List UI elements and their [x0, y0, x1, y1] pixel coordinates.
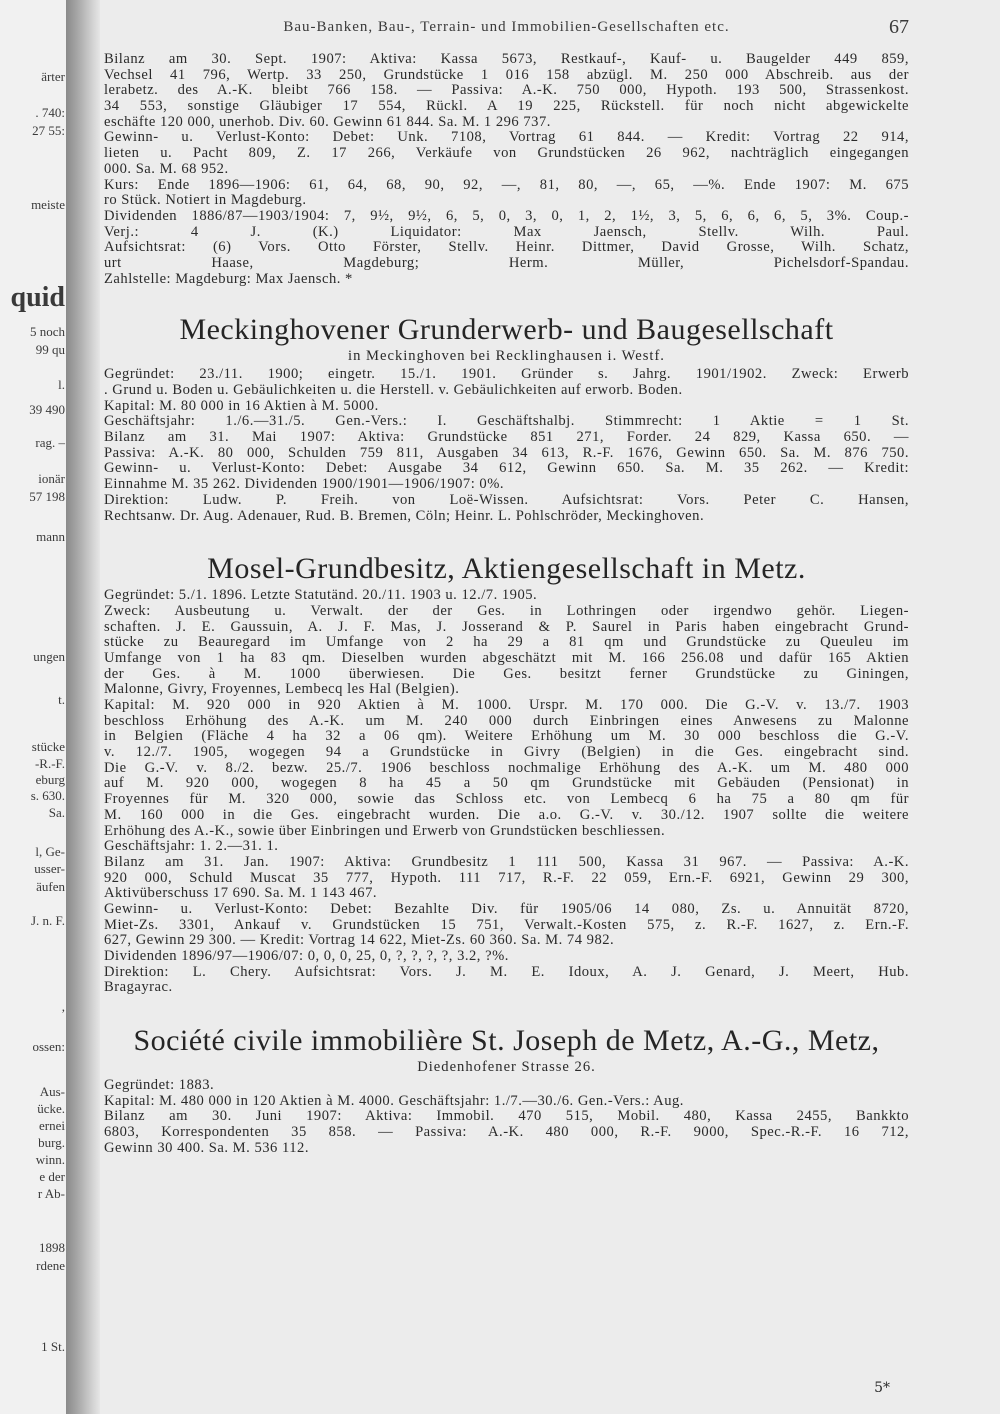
margin-fragment: meiste — [31, 197, 65, 212]
margin-fragment: s. 630. — [30, 788, 65, 803]
text-line: Gewinn- u. Verlust-Konto: Debet: Ausgabe 34 612, Gewinn 650. Sa. M. 35 262. — Kredit: — [104, 461, 909, 477]
text-line: Die G.-V. v. 8./2. bezw. 25./7. 1906 beschloss nochmalige Erhöhung des A.-K. um M. 480 000 — [104, 760, 909, 776]
text-line: Aktivüberschuss 17 690. Sa. M. 1 143 467. — [104, 886, 378, 902]
section-2-text — [104, 367, 909, 524]
text-line: Direktion: L. Chery. Aufsichtsrat: Vors. J. M. E. Idoux, A. J. Genard, J. Meert, Hub. — [104, 964, 909, 980]
text-line: Umfange von 1 ha 83 qm. Dieselben wurden abgeschätzt mit M. 166 256.08 und dafür 165 Aktien — [104, 650, 909, 666]
text-line: 6803, Korrespondenten 35 858. — Passiva: A.-K. 480 000, R.-F. 9000, Spec.-R.-F. 16 712, — [104, 1125, 909, 1141]
text-line: beschloss Erhöhung des A.-K. um M. 240 000 durch Einbringen eines Anwesens zu Malonne — [104, 713, 909, 729]
company-address: Diedenhofener Strasse 26. — [417, 1059, 596, 1076]
margin-fragment: 1 St. — [41, 1339, 65, 1354]
text-line: Verj.: 4 J. (K.) Liquidator: Max Jaensch, Stellv. Wilh. Paul. — [104, 224, 909, 240]
text-line: 920 000, Schuld Muscat 35 777, Hypoth. 111 717, R.-F. 22 059, Ern.-F. 6921, Gewinn 29 300, — [104, 870, 909, 886]
margin-fragment: Aus- — [39, 1084, 65, 1099]
text-line: Passiva: A.-K. 80 000, Schulden 759 811, Ausgaben 34 613, R.-F. 1676, Gewinn 650. Sa. M. 876 750. — [104, 445, 909, 461]
margin-fragment: Sa. — [48, 805, 65, 820]
text-line: Bilanz am 31. Mai 1907: Aktiva: Grundstücke 851 271, Forder. 24 829, Kassa 650. — — [104, 430, 909, 446]
margin-fragment: winn. — [35, 1152, 65, 1167]
text-line: Gewinn 30 400. Sa. M. 536 112. — [104, 1140, 309, 1156]
text-line: Dividenden 1896/97—1906/07: 0, 0, 0, 25, 0, ?, ?, ?, ?, 3.2, ?%. — [104, 949, 509, 964]
text-line: Geschäftsjahr: 1. 2.—31. 1. — [104, 839, 279, 855]
margin-fragment: 99 qu — [35, 342, 65, 357]
left-margin-adjacent-page — [0, 0, 68, 1414]
text-line: Dividenden 1886/87—1903/1904: 7, 9½, 9½, 6, 5, 0, 3, 0, 1, 2, 1½, 3, 5, 6, 6, 6, 5, 3%. Coup.- — [104, 208, 909, 224]
text-line: Kapital: M. 920 000 in 920 Aktien à M. 1000. Urspr. M. 170 000. Die G.-V. v. 13./7. 1903 — [104, 698, 909, 713]
margin-fragment: l. — [58, 377, 65, 392]
text-line: Kapital: M. 80 000 in 16 Aktien à M. 5000. — [104, 398, 379, 414]
company-title: Société civile immobilière St. Joseph de Metz, A.-G., Metz, — [133, 1024, 880, 1058]
text-line: Gewinn- u. Verlust-Konto: Debet: Bezahlte Div. für 1905/06 14 080, Zs. u. Annuität 8720, — [104, 901, 909, 917]
text-line: Bilanz am 31. Jan. 1907: Aktiva: Grundbesitz 1 111 500, Kassa 31 967. — Passiva: A.-K. — [104, 854, 909, 870]
text-line: in Belgien (Fläche 4 ha 32 a 06 qm). Weitere Erhöhung um M. 30 000 beschloss die G.-V. — [104, 729, 909, 745]
text-line: Erhöhung des A.-K., sowie über Einbringen und Erwerb von Grundstücken beschliessen. — [104, 823, 666, 839]
margin-fragment: r Ab- — [37, 1186, 65, 1201]
margin-fragment: l, Ge- — [35, 844, 65, 859]
margin-fragment: burg. — [38, 1135, 65, 1150]
page-number: 67 — [889, 16, 909, 38]
text-line: eschäfte 120 000, unerhob. Div. 60. Gewinn 61 844. Sa. M. 1 296 737. — [104, 114, 551, 130]
running-head — [104, 16, 909, 52]
margin-fragment: mann — [36, 529, 65, 544]
margin-fragment: eburg — [35, 772, 65, 787]
text-line: Rechtsanw. Dr. Aug. Adenauer, Rud. B. Bremen, Cöln; Heinr. L. Pohlschröder, Meckinghoven. — [104, 508, 705, 524]
margin-fragment: ernei — [39, 1118, 65, 1133]
text-line: Miet-Zs. 3301, Ankauf v. Grundstücken 15 751, Verwalt.-Kosten 575, z. R.-F. 1627, z. Ern.-F. — [104, 917, 909, 933]
section-4-text — [104, 1078, 909, 1156]
margin-fragment: 57 198 — [29, 489, 65, 504]
text-line: schaften. J. E. Gaussuin, A. J. F. Mas, J. Josserand & P. Saurel in Paris haben eingebracht Grund- — [104, 619, 909, 635]
company-title: Mosel-Grundbesitz, Aktiengesellschaft in Metz. — [207, 552, 806, 586]
text-line: auf M. 920 000, wogegen 8 ha 45 a 50 qm Grundstücke mit Gebäuden (Pensionat) in — [104, 776, 909, 792]
margin-fragment: ossen: — [32, 1039, 65, 1054]
text-line: urt Haase, Magdeburg; Herm. Müller, Pichelsdorf-Spandau. — [104, 255, 909, 271]
margin-fragment: äufen — [36, 879, 65, 894]
text-line: Gewinn- u. Verlust-Konto: Debet: Unk. 7108, Vortrag 61 844. — Kredit: Vortrag 22 914, — [104, 130, 909, 146]
company-title: Meckinghovener Grunderwerb- und Baugesellschaft — [179, 313, 834, 347]
text-line: Froyennes für M. 320 000, sowie das Schloss etc. von Lembecq 6 ha 75 a 80 qm für — [104, 792, 909, 808]
margin-fragment: t. — [58, 692, 65, 707]
margin-fragment: stücke — [31, 739, 65, 754]
signature-mark: 5* — [874, 1380, 890, 1396]
text-line: Aufsichtsrat: (6) Vors. Otto Förster, Stellv. Heinr. Dittmer, David Grosse, Wilh. Schatz, — [104, 240, 909, 256]
margin-fragment: quid — [10, 282, 65, 313]
text-line: v. 12./7. 1905, wogegen 94 a Grundstücke in Givry (Belgien) in die Ges. eingebracht sind. — [104, 745, 909, 761]
text-line: lieten u. Pacht 809, Z. 17 266, Verkäufe von Grundstücken 26 962, nachträglich eingegangen — [104, 146, 909, 162]
text-line: Zahlstelle: Magdeburg: Max Jaensch. * — [104, 271, 353, 287]
text-line: der Ges. à M. 1000 überwiesen. Die Ges. besitzt ferner Grundstücke zu Giningen, — [104, 666, 909, 682]
text-line: Gegründet: 23./11. 1900; eingetr. 15./1. 1901. Gründer s. Jahrg. 1901/1902. Zweck: Erwerb — [104, 367, 909, 383]
book-gutter-shadow — [66, 0, 100, 1414]
text-line: Bragayrac. — [104, 980, 173, 996]
margin-fragment: -R.-F. — [34, 756, 65, 771]
margin-fragment: ücke. — [37, 1101, 65, 1116]
text-line: M. 160 000 in die Ges. eingebracht wurden. Die a.o. G.-V. v. 30./12. 1907 sollte die weitere — [104, 807, 909, 823]
text-line: 34 553, sonstige Gläubiger 17 554, Rückl. A 19 225, Rückstell. für noch nicht abgewickelte — [104, 99, 909, 115]
text-line: Bilanz am 30. Juni 1907: Aktiva: Immobil. 470 515, Mobil. 480, Kassa 2455, Bankkto — [104, 1109, 909, 1125]
running-head-title: Bau-Banken, Bau-, Terrain- und Immobilien-Gesellschaften etc. — [283, 19, 730, 35]
margin-fragment: 1898 — [39, 1240, 65, 1255]
text-line: Geschäftsjahr: 1./6.—31./5. Gen.-Vers.: I. Geschäftshalbj. Stimmrecht: 1 Aktie = 1 St. — [104, 414, 909, 430]
company-location: in Meckinghoven bei Recklinghausen i. Westf. — [348, 348, 665, 365]
text-line: Gegründet: 1883. — [104, 1078, 215, 1094]
text-line: . Grund u. Boden u. Gebäulichkeiten u. die Herstell. v. Gebäulichkeiten auf erworb. Boden. — [104, 383, 683, 398]
text-line: Vechsel 41 796, Wertp. 33 250, Grundstücke 1 016 158 abzügl. M. 250 000 Abschreib. aus der — [104, 67, 909, 83]
margin-fragment: , — [61, 999, 65, 1014]
margin-fragment: 39 490 — [29, 402, 65, 417]
section-3-text — [104, 588, 909, 996]
section-1-text — [104, 52, 909, 287]
text-line: Direktion: Ludw. P. Freih. von Loë-Wissen. Aufsichtsrat: Vors. Peter C. Hansen, — [104, 492, 909, 508]
margin-fragment: J. n. F. — [31, 913, 65, 928]
margin-fragment: ungen — [33, 649, 65, 664]
text-line: 000. Sa. M. 68 952. — [104, 161, 229, 177]
text-line: lerabetz. des A.-K. bleibt 766 158. — Passiva: A.-K. 750 000, Hypoth. 193 500, Strassenkost. — [104, 83, 909, 99]
margin-fragment: ionär — [38, 471, 65, 486]
text-line: Malonne, Givry, Froyennes, Lembecq les Hal (Belgien). — [104, 682, 460, 698]
text-line: Kapital: M. 480 000 in 120 Aktien à M. 4000. Geschäftsjahr: 1./7.—30./6. Gen.-Vers.: Aug. — [104, 1093, 684, 1109]
margin-fragment: 27 55: — [32, 123, 65, 138]
text-line: Gegründet: 5./1. 1896. Letzte Statutänd. 20./11. 1903 u. 12./7. 1905. — [104, 588, 538, 604]
margin-fragment: ärter — [41, 69, 65, 84]
text-line: Einnahme M. 35 262. Dividenden 1900/1901—1906/1907: 0%. — [104, 477, 505, 493]
margin-fragment: rdene — [36, 1258, 65, 1273]
text-line: Bilanz am 30. Sept. 1907: Aktiva: Kassa 5673, Restkauf-, Kauf- u. Baugelder 449 859, — [104, 52, 909, 67]
text-line: stücke zu Beauregard im Umfange von 2 ha 29 a 81 qm und Grundstücke zu Queuleu im — [104, 635, 909, 651]
text-line: Zweck: Ausbeutung u. Verwalt. der der Ges. in Lothringen oder irgendwo gehör. Liegen- — [104, 603, 909, 619]
margin-fragment: rag. – — [35, 435, 65, 450]
text-line: ro Stück. Notiert in Magdeburg. — [104, 193, 307, 209]
margin-fragment: e der — [39, 1169, 65, 1184]
document-page — [104, 16, 909, 1410]
margin-fragment: usser- — [34, 861, 65, 876]
margin-fragment: . 740: — [35, 105, 65, 120]
margin-fragment: 5 noch — [29, 324, 65, 339]
text-line: Kurs: Ende 1896—1906: 61, 64, 68, 90, 92, —, 81, 80, —, 65, —%. Ende 1907: M. 675 — [104, 177, 909, 193]
text-line: 627, Gewinn 29 300. — Kredit: Vortrag 14 622, Miet-Zs. 60 360. Sa. M. 74 982. — [104, 933, 615, 949]
